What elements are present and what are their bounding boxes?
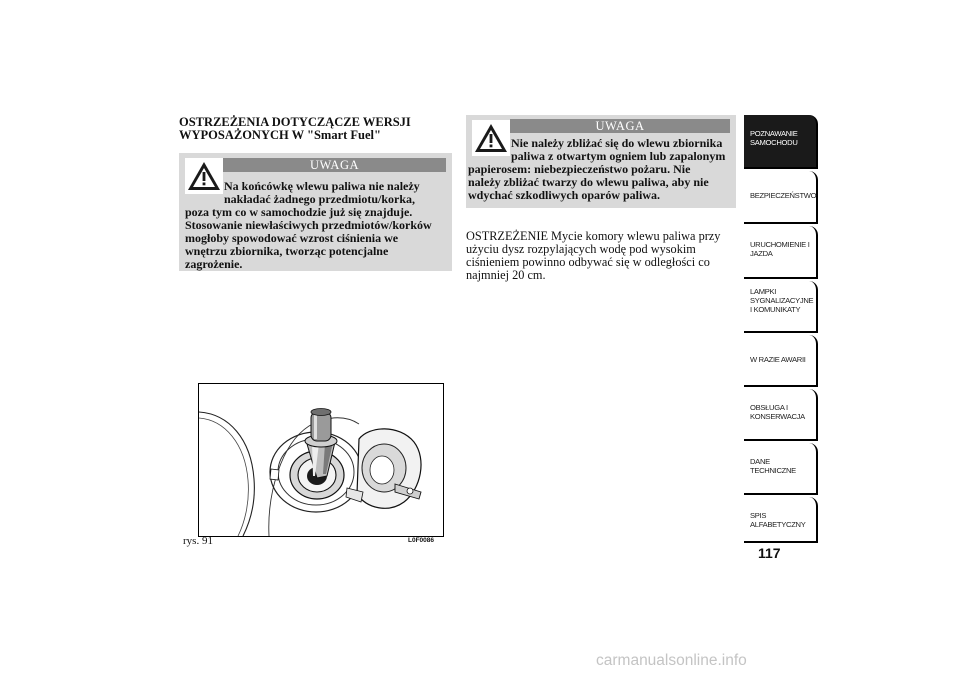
warning-text-right (468, 137, 725, 202)
warning-left-line-3: poza tym co w samochodzie już się znajduje. (185, 205, 413, 219)
warning-text-left (185, 180, 432, 271)
tab-obsluga-i-konserwacja[interactable] (744, 389, 818, 441)
section-heading (179, 116, 449, 142)
warning-right-line-4: należy zbliżać twarzy do wlewu paliwa, aby nie (468, 175, 709, 189)
paragraph-line-2: użyciu dysz rozpylających wodę pod wysokim (466, 242, 696, 256)
tab-label-line: KONSERWACJA (750, 412, 805, 421)
warning-box-right (466, 115, 736, 208)
tab-spis-alfabetyczny[interactable] (744, 497, 818, 543)
warning-left-line-6: wnętrzu zbiornika, tworząc potencjalne (185, 244, 389, 258)
paragraph-line-1: OSTRZEŻENIE Mycie komory wlewu paliwa przy (466, 229, 721, 243)
warning-right-line-2: paliwa z otwartym ogniem lub zapalonym (511, 149, 726, 163)
warning-left-line-1: Na końcówkę wlewu paliwa nie należy (224, 179, 420, 193)
tab-w-razie-awarii[interactable] (744, 335, 818, 387)
tab-label-line: SAMOCHODU (750, 138, 798, 147)
paragraph-line-3: ciśnieniem powinno odbywać się w odległości co (466, 255, 710, 269)
tab-label-line: JAZDA (750, 249, 773, 258)
tab-label-line: LAMPKI (750, 287, 777, 296)
tab-poznawanie-samochodu[interactable] (744, 115, 818, 169)
warning-header-right: UWAGA (510, 119, 730, 133)
paragraph-line-4: najmniej 20 cm. (466, 268, 546, 282)
warning-box-left (179, 153, 452, 271)
watermark: carmanualsonline.info (596, 652, 747, 669)
figure-caption: rys. 91 (183, 535, 213, 547)
tab-label-line: SPIS (750, 511, 767, 520)
tab-label-line: DANE (750, 457, 770, 466)
tab-dane-techniczne[interactable] (744, 443, 818, 495)
page-number: 117 (758, 545, 781, 561)
tab-label-line: ALFABETYCZNY (750, 520, 806, 529)
figure-code: L0F0086 (408, 537, 435, 544)
tab-bezpieczenstwo[interactable] (744, 171, 818, 224)
tab-label-line: BEZPIECZEŃSTWO (750, 191, 817, 200)
warning-left-line-2: nakładać żadnego przedmiotu/korka, (224, 192, 416, 206)
fuel-filler-drawing (199, 384, 443, 536)
warning-left-line-5: mogłoby spowodować wzrost ciśnienia we (185, 231, 399, 245)
warning-right-line-1: Nie należy zbliżać się do wlewu zbiornika (511, 136, 723, 150)
warning-header-left: UWAGA (223, 158, 446, 172)
warning-left-line-4: Stosowanie niewłaściwych przedmiotów/korków (185, 218, 432, 232)
tab-label-line: POZNAWANIE (750, 129, 798, 138)
tab-lampki-sygnalizacyjne[interactable] (744, 281, 818, 333)
section-heading-line-1: OSTRZEŻENIA DOTYCZĄCZE WERSJI (179, 115, 411, 129)
washing-warning-paragraph (466, 230, 736, 282)
section-heading-line-2: WYPOSAŻONYCH W "Smart Fuel" (179, 128, 381, 142)
tab-label-line: OBSŁUGA I (750, 403, 788, 412)
tab-label-line: SYGNALIZACYJNE (750, 296, 814, 305)
warning-left-line-7: zagrożenie. (185, 257, 243, 271)
figure-fuel-filler-illustration (198, 383, 444, 537)
warning-right-line-5: wdychać szkodliwych oparów paliwa. (468, 188, 661, 202)
tab-label-line: URUCHOMIENIE I (750, 240, 810, 249)
tab-label-line: I KOMUNIKATY (750, 305, 801, 314)
tab-label-line: TECHNICZNE (750, 466, 796, 475)
tab-label-line: W RAZIE AWARII (750, 355, 806, 364)
warning-right-line-3: papierosem: niebezpieczeństwo pożaru. Nie (468, 162, 691, 176)
tab-uruchomienie-i-jazda[interactable] (744, 226, 818, 279)
